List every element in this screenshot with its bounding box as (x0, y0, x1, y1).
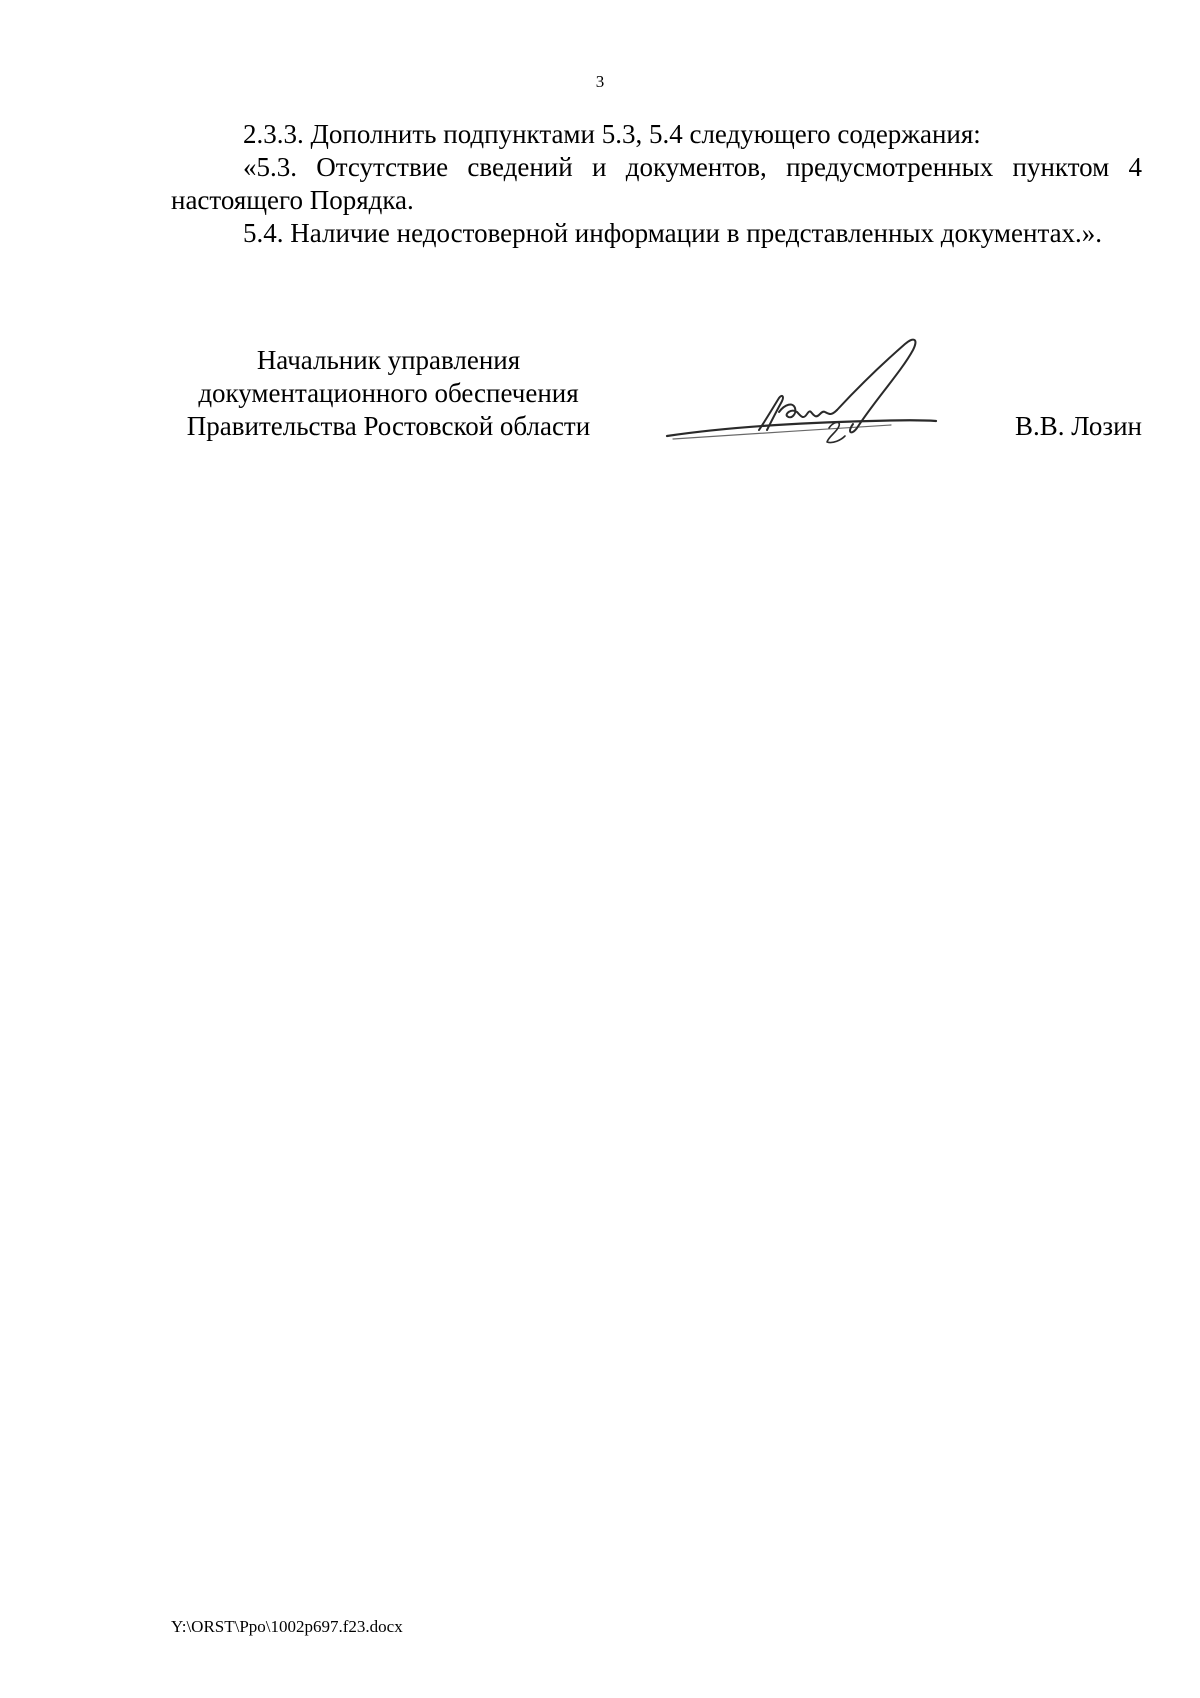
paragraph-5-4: 5.4. Наличие недостоверной информации в представленных документах.». (243, 218, 1103, 248)
signer-position-line: Правительства Ростовской области (186, 411, 591, 441)
document-body (171, 118, 1142, 250)
handwritten-signature-icon (661, 332, 961, 452)
signer-position-line: документационного обеспечения (198, 378, 579, 408)
paragraph-5-3: «5.3. Отсутствие сведений и документов, предусмотренных пунктом 4 настоящего Порядка. (171, 152, 1142, 215)
signature-block (171, 344, 1142, 454)
signer-name: В.В. Лозин (1015, 411, 1142, 441)
signer-position-line: Начальник управления (256, 345, 521, 375)
signer-position (171, 344, 606, 443)
footer-file-path: Y:\ORST\Ppo\1002p697.f23.docx (171, 1617, 403, 1636)
page-number: 3 (595, 72, 605, 91)
paragraph-2-3-3: 2.3.3. Дополнить подпунктами 5.3, 5.4 следующего содержания: (243, 119, 981, 149)
